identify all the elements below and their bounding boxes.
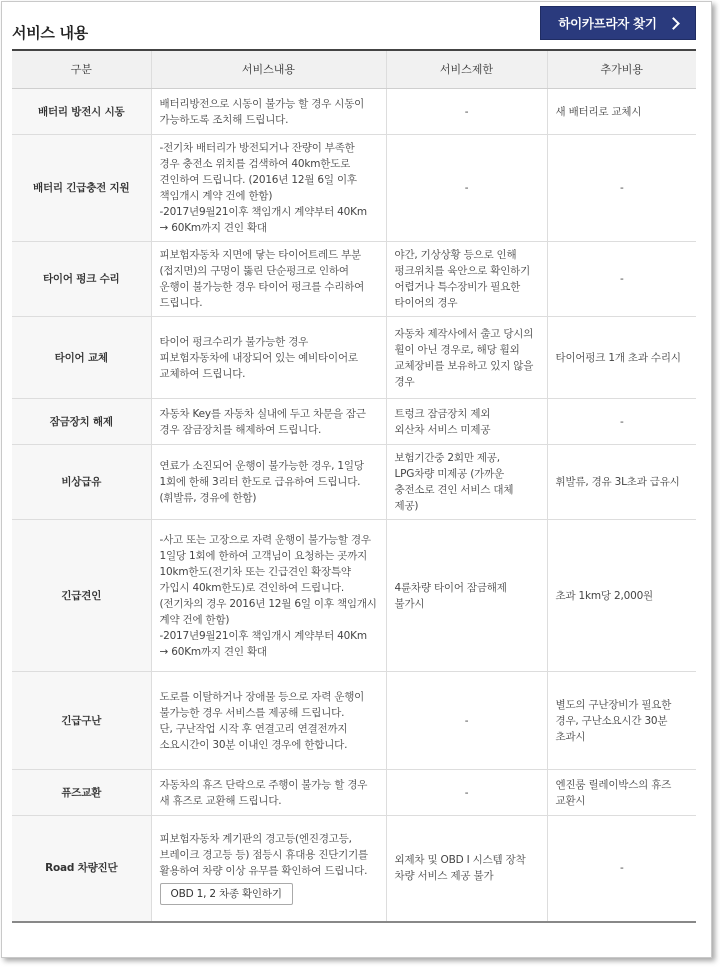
row-extra-cost	[547, 317, 696, 399]
header-extra-cost: 추가비용	[547, 50, 696, 89]
row-content-text: 단, 구난작업 시작 후 연결고리 연결전까지 소요시간이 30분 이내인 경우에 한합니다.	[159, 722, 348, 751]
table-row	[12, 445, 696, 520]
table-row	[12, 317, 696, 399]
row-extra-cost-text: 별도의 구난장비가 필요한 경우, 구난소요시간 30분 초과시	[555, 698, 672, 743]
row-limit	[386, 445, 547, 520]
row-content	[151, 317, 386, 399]
row-content	[151, 672, 386, 770]
row-extra-cost-text: 새 배터리로 교체시	[555, 105, 642, 118]
row-extra-cost	[547, 135, 696, 242]
row-content	[151, 399, 386, 445]
row-category: 배터리 긴급충전 지원	[12, 135, 151, 242]
service-table	[12, 49, 696, 923]
row-extra-cost-text: -	[619, 182, 624, 194]
row-content-text: 연료가 소진되어 운행이 불가능한 경우, 1일당 1회에 한해 3리터 한도로 급유하여 드립니다. (휘발류, 경유에 한함)	[159, 460, 364, 504]
row-content	[151, 89, 386, 135]
table-body	[12, 89, 696, 922]
row-content-text: 도로를 이탈하거나 장애물 등으로 자력 운행이 불가능한 경우 서비스를 제공해 드립니다.	[159, 690, 365, 719]
row-category: 잠금장치 해제	[12, 399, 151, 445]
row-limit-text: 외산차 서비스 미제공	[394, 423, 491, 436]
table-row	[12, 135, 696, 242]
row-category: 배터리 방전시 시동	[12, 89, 151, 135]
row-limit-text: 보험기간중 2회만 제공, LPG차량 미제공 (가까운 충전소로 견인 서비스 대체 제공)	[394, 452, 514, 512]
row-extra-cost	[547, 770, 696, 816]
row-limit-text: 야간, 기상상황 등으로 인해 펑크위치를 육안으로 확인하기 어렵거나 특수장비가 필요한 타이어의 경우	[394, 249, 531, 309]
row-content	[151, 135, 386, 242]
find-hicar-plaza-label: 하이카프라자 찾기	[558, 16, 657, 31]
row-limit	[386, 770, 547, 816]
row-limit-text: -	[464, 714, 469, 727]
row-content-text: -2017년9월21이후 책임개시 계약부터 40Km → 60Km까지 견인 확대	[159, 629, 367, 658]
row-limit	[386, 399, 547, 445]
row-extra-cost-text: -	[619, 862, 624, 875]
row-limit	[386, 317, 547, 399]
row-content-text: -사고 또는 고장으로 자력 운행이 불가능할 경우 1일당 1회에 한하여 고객님이 요청하는 곳까지 10km한도(전기차 또는 긴급견인 확장특약 가입시 40km한도)로 견인하여 드립니다.(전기차의 경우 2016년 12월 6일 이후 책임개시 계약 건에 한함)	[159, 533, 377, 626]
row-category: 타이어 교체	[12, 317, 151, 399]
page-title: 서비스 내용	[12, 24, 88, 42]
row-content-text: 피보험자동차 지면에 닿는 타이어트레드 부분(접지면)의 구멍이 뚫린 단순펑크로 인하여 운행이 불가능한 경우 타이어 펑크를 수리하여 드립니다.	[159, 249, 365, 309]
row-limit	[386, 816, 547, 922]
row-content	[151, 816, 386, 922]
row-content-text: -전기차 배터리가 방전되거나 잔량이 부족한 경우 충전소 위치를 검색하여 40km한도로 견인하여 드립니다. (2016년 12월 6일 이후 책임개시 계약 건에 한함)	[159, 142, 357, 202]
row-extra-cost	[547, 89, 696, 135]
row-category: Road 차량진단	[12, 816, 151, 922]
row-limit-text: -	[464, 786, 469, 799]
header-limit: 서비스제한	[386, 50, 547, 89]
row-category: 비상급유	[12, 445, 151, 520]
row-limit	[386, 242, 547, 317]
row-extra-cost	[547, 816, 696, 922]
row-extra-cost-text: 엔진룸 릴레이박스의 휴즈 교환시	[555, 778, 672, 807]
row-category: 타이어 펑크 수리	[12, 242, 151, 317]
row-content-text: 배터리방전으로 시동이 불가능 할 경우 시동이 가능하도록 조치해 드립니다.	[159, 97, 365, 126]
row-category: 퓨즈교환	[12, 770, 151, 816]
chevron-right-icon	[667, 17, 680, 30]
row-category: 긴급구난	[12, 672, 151, 770]
row-content-text: -2017년9월21이후 책임개시 계약부터 40Km → 60Km까지 견인 확대	[159, 206, 367, 234]
row-limit-text: -	[464, 105, 469, 118]
row-extra-cost-text: 휘발류, 경유 3L초과 급유시	[555, 476, 680, 488]
row-extra-cost	[547, 445, 696, 520]
table-row	[12, 89, 696, 135]
row-content	[151, 520, 386, 672]
find-hicar-plaza-button[interactable]	[540, 6, 696, 40]
row-content-text: 자동차 Key를 자동차 실내에 두고 차문을 잠근 경우 잠금장치를 해제하여 드립니다.	[159, 407, 366, 436]
table-header-row	[12, 50, 696, 89]
row-category: 긴급견인	[12, 520, 151, 672]
row-limit	[386, 135, 547, 242]
row-extra-cost	[547, 520, 696, 672]
row-limit-text: 자동차 제작사에서 출고 당시의 휠이 아닌 경우로, 해당 휠외 교체장비를 보유하고 있지 않을 경우	[394, 327, 534, 388]
table-row	[12, 672, 696, 770]
row-content-text: 자동차의 휴즈 단락으로 주행이 불가능 할 경우 새 휴즈로 교환해 드립니다.	[159, 778, 368, 807]
row-content-text: 피보험자동차 계기판의 경고등(엔진경고등, 브레이크 경고등 등) 점등시 휴대용 진단기기를 활용하여 차량 이상 유무를 확인하여 드립니다.	[159, 833, 369, 878]
row-extra-cost-text: -	[619, 415, 624, 428]
row-extra-cost	[547, 242, 696, 317]
row-limit-text: 트렁크 잠금장치 제외	[394, 407, 491, 420]
obd-check-button[interactable]: OBD 1, 2 차종 확인하기	[160, 883, 293, 905]
header-content: 서비스내용	[151, 50, 386, 89]
row-content	[151, 445, 386, 520]
row-limit-text: -	[464, 182, 469, 194]
table-row	[12, 816, 696, 922]
table-row	[12, 399, 696, 445]
row-extra-cost-text: 초과 1km당 2,000원	[555, 589, 653, 602]
row-limit	[386, 672, 547, 770]
row-limit-text: 외제차 및 OBD I 시스템 장착 차량 서비스 제공 불가	[394, 854, 526, 883]
table-row	[12, 242, 696, 317]
row-extra-cost	[547, 672, 696, 770]
row-content	[151, 770, 386, 816]
row-extra-cost-text: 타이어펑크 1개 초과 수리시	[555, 351, 681, 364]
row-content-text: 타이어 펑크수리가 불가능한 경우 피보험자동차에 내장되어 있는 예비타이어로 교체하여 드립니다.	[159, 335, 358, 380]
row-extra-cost-text: -	[619, 273, 624, 285]
table-row	[12, 520, 696, 672]
row-limit	[386, 520, 547, 672]
table-row	[12, 770, 696, 816]
row-content	[151, 242, 386, 317]
row-limit-text: 4륜차량 타이어 잠금해제 불가시	[394, 581, 507, 610]
header-category: 구분	[12, 50, 151, 89]
row-extra-cost	[547, 399, 696, 445]
row-limit	[386, 89, 547, 135]
